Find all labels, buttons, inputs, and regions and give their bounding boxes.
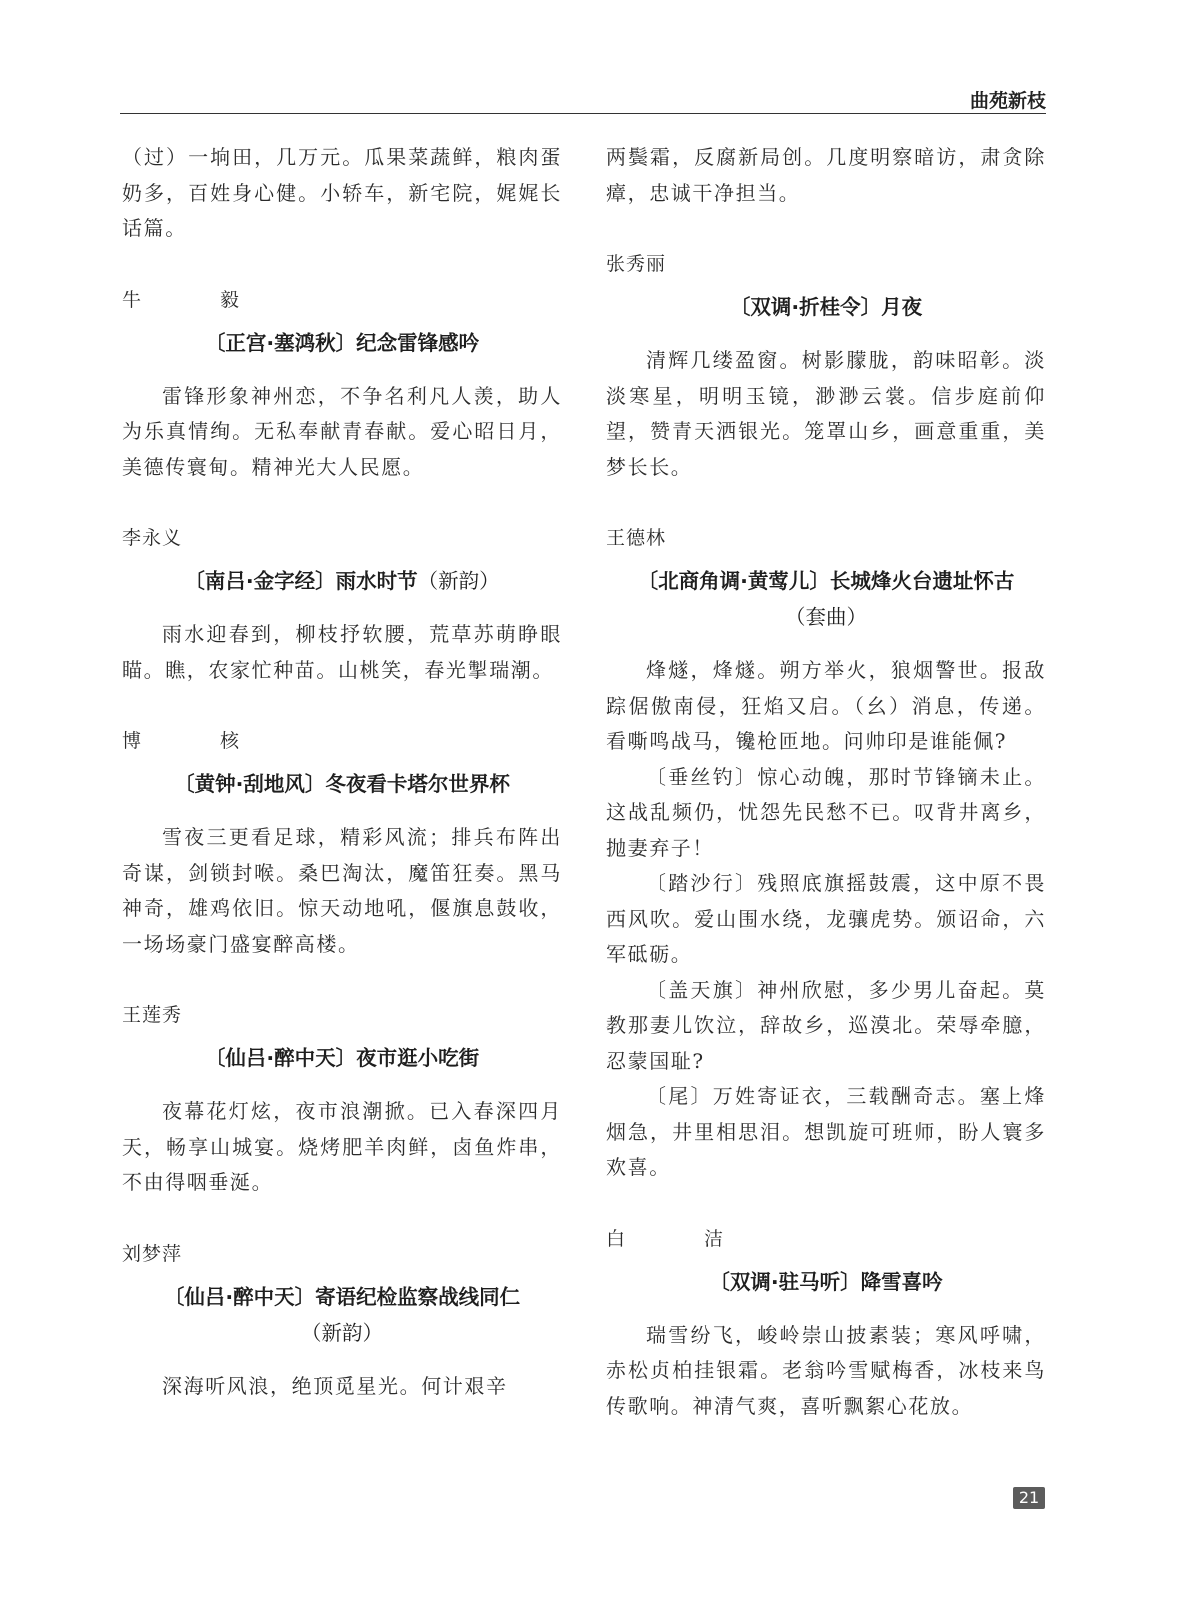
piece-title: 〔正宫·塞鸿秋〕纪念雷锋感吟 [204, 330, 480, 355]
piece-body: 清辉几缕盈窗。树影朦胧，韵味昭彰。淡淡寒星，明明玉镜，渺渺云裳。信步庭前仰望，赞青天洒银光。笼罩山乡，画意重重，美梦长长。 [606, 348, 1046, 479]
continuation-text: 两鬓霜，反腐新局创。几度明察暗访，肃贪除瘴，忠诚干净担当。 [606, 145, 1046, 205]
piece-title: 〔仙吕·醉中天〕寄语纪检监察战线同仁 （新韵） [163, 1284, 521, 1345]
author-name: 李永义 [122, 527, 183, 549]
piece-body: 雪夜三更看足球，精彩风流；排兵布阵出奇谋，剑锁封喉。桑巴淘汰，魔笛狂奏。黑马神奇，雄鸡依旧。惊天动地吼，偃旗息鼓收，一场场豪门盛宴醉高楼。 [122, 825, 562, 956]
poem-piece [122, 523, 562, 688]
piece-paragraph: 烽燧，烽燧。朔方举火，狼烟警世。报敌踪倨傲南侵，狂焰又启。（幺）消息，传递。看嘶鸣战马，镵枪匝地。问帅印是谁能佩? [606, 658, 1046, 753]
poem-piece [606, 249, 1046, 485]
author-name: 博 核 [122, 730, 270, 752]
piece-body: 夜幕花灯炫，夜市浪潮掀。已入春深四月天，畅享山城宴。烧烤肥羊肉鲜，卤鱼炸串，不由得咽垂涎。 [122, 1099, 562, 1194]
piece-body: 雷锋形象神州恋，不争名利凡人羡，助人为乐真情绚。无私奉献青春献。爱心昭日月，美德传寰甸。精神光大人民愿。 [122, 383, 562, 479]
author-name: 王莲秀 [122, 1004, 183, 1026]
piece-title: 〔南吕·金字经〕雨水时节（新韵） [184, 569, 500, 593]
author-name: 王德林 [606, 527, 667, 549]
piece-body: 雨水迎春到，柳枝抒软腰，荒草苏萌睁眼瞄。瞧，农家忙种苗。山桃笑，春光掣瑞潮。 [122, 622, 562, 682]
piece-title: 〔黄钟·刮地风〕冬夜看卡塔尔世界杯 [174, 772, 510, 796]
poem-piece [606, 1224, 1046, 1425]
piece-paragraph: 〔尾〕万姓寄证衣，三载酬奇志。塞上烽烟急，井里相思泪。想凯旋可班师，盼人寰多欢喜。 [606, 1084, 1046, 1179]
piece-body: 瑞雪纷飞，峻岭崇山披素装；寒风呼啸，赤松贞柏挂银霜。老翁吟雪赋梅香，冰枝来鸟传歌响。神清气爽，喜听飘絮心花放。 [606, 1322, 1046, 1418]
poem-piece [122, 726, 562, 962]
poem-piece [122, 1000, 562, 1201]
author-name: 牛 毅 [122, 288, 270, 311]
section-title: 曲苑新枝 [969, 90, 1046, 112]
piece-paragraph: 〔盖天旗〕神州欣慰，多少男儿奋起。莫教那妻儿饮泣，辞故乡，巡漠北。荣辱牵臆，忍蒙国耻? [606, 977, 1046, 1073]
poem-piece [606, 523, 1046, 1186]
piece-title: 〔双调·折桂令〕月夜 [729, 295, 923, 319]
author-name: 张秀丽 [606, 253, 667, 275]
piece-title: 〔仙吕·醉中天〕夜市逛小吃街 [204, 1046, 480, 1070]
author-name: 白 洁 [606, 1227, 754, 1250]
piece-body: 深海听风浪，绝顶觅星光。何计艰辛 [162, 1373, 508, 1398]
header-rule [120, 113, 1046, 114]
poem-piece [122, 1239, 562, 1405]
author-name: 刘梦萍 [122, 1242, 183, 1265]
page-number: 21 [1013, 1487, 1045, 1509]
piece-title: 〔北商角调·黄莺儿〕长城烽火台遗址怀古 （套曲） [637, 569, 1015, 629]
right-column [606, 140, 1046, 1424]
continuation-text: （过）一垧田，几万元。瓜果菜蔬鲜，粮肉蛋奶多，百姓身心健。小轿车，新宅院，娓娓长话篇。 [122, 145, 562, 240]
piece-paragraph: 〔踏沙行〕残照底旗摇鼓震，这中原不畏西风吹。爱山围水绕，龙骧虎势。颁诏命，六军砥砺。 [606, 871, 1046, 966]
piece-title: 〔双调·驻马听〕降雪喜吟 [709, 1269, 943, 1294]
left-column [122, 140, 562, 1404]
poem-piece [122, 285, 562, 486]
piece-paragraph: 〔垂丝钓〕惊心动魄，那时节锋镝未止。这战乱频仍，忧怨先民愁不已。叹背井离乡，抛妻弃子！ [606, 764, 1046, 860]
